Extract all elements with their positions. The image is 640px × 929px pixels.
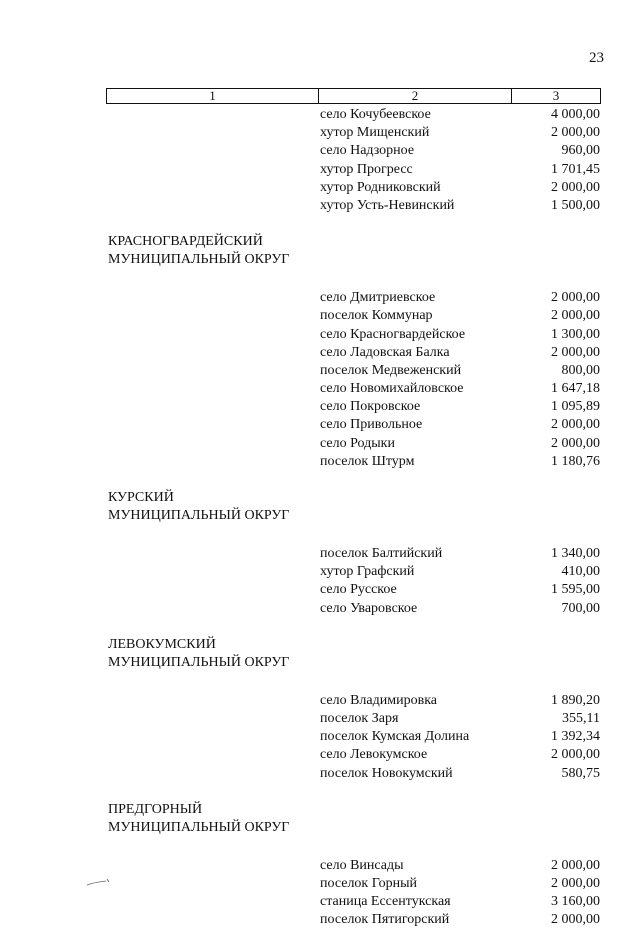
amount-value: 1 701,45 xyxy=(551,161,600,177)
amount-value: 580,75 xyxy=(561,765,600,781)
spacer xyxy=(0,215,640,233)
district-heading-line: МУНИЦИПАЛЬНЫЙ ОКРУГ xyxy=(108,654,290,670)
table-row xyxy=(0,124,640,142)
column-header-1: 1 xyxy=(107,89,319,103)
settlement-name: село Левокумское xyxy=(320,747,428,763)
table-row xyxy=(0,380,640,398)
table-row xyxy=(0,197,640,215)
table-row xyxy=(0,398,640,416)
table-row xyxy=(0,893,640,911)
table-row xyxy=(0,416,640,434)
settlement-name: село Уваровское xyxy=(320,600,418,616)
amount-value: 2 000,00 xyxy=(551,435,600,451)
amount-value: 4 000,00 xyxy=(551,107,600,122)
amount-value: 3 160,00 xyxy=(551,894,600,910)
amount-value: 700,00 xyxy=(561,600,600,616)
spacer xyxy=(0,672,640,692)
settlement-name: поселок Коммунар xyxy=(320,308,433,324)
table-header xyxy=(106,88,601,104)
settlement-name: поселок Штурм xyxy=(320,453,415,469)
district-heading xyxy=(0,636,640,672)
amount-value: 2 000,00 xyxy=(551,125,600,141)
amount-value: 1 095,89 xyxy=(551,399,600,415)
spacer xyxy=(0,269,640,289)
district-heading xyxy=(0,801,640,837)
settlement-name: село Родыки xyxy=(320,435,395,451)
amount-value: 1 595,00 xyxy=(551,582,600,598)
district-heading xyxy=(0,489,640,525)
amount-value: 1 392,34 xyxy=(551,729,600,745)
district-heading-line: ПРЕДГОРНЫЙ xyxy=(108,801,203,817)
amount-value: 2 000,00 xyxy=(551,875,600,891)
settlement-name: село Владимировка xyxy=(320,692,438,708)
spacer xyxy=(0,618,640,636)
settlement-name: поселок Медвеженский xyxy=(320,362,462,378)
table-row xyxy=(0,545,640,563)
table-row xyxy=(0,581,640,599)
district-heading-line: МУНИЦИПАЛЬНЫЙ ОКРУГ xyxy=(108,508,290,523)
amount-value: 2 000,00 xyxy=(551,308,600,324)
settlement-name: поселок Горный xyxy=(320,875,417,891)
settlement-name: село Ладовская Балка xyxy=(320,344,450,360)
spacer xyxy=(0,837,640,857)
district-heading-line: КРАСНОГВАРДЕЙСКИЙ xyxy=(108,234,263,250)
table-row xyxy=(0,435,640,453)
amount-value: 1 340,00 xyxy=(551,546,600,561)
amount-value: 960,00 xyxy=(561,143,600,159)
district-heading-line: МУНИЦИПАЛЬНЫЙ ОКРУГ xyxy=(108,252,290,268)
amount-value: 2 000,00 xyxy=(551,417,600,433)
table-row xyxy=(0,161,640,179)
settlement-name: поселок Пятигорский xyxy=(320,912,450,928)
page-number: 23 xyxy=(589,50,604,66)
district-heading-line: КУРСКИЙ xyxy=(108,490,174,505)
amount-value: 410,00 xyxy=(561,564,600,580)
table-row xyxy=(0,142,640,160)
settlement-name: хутор Усть-Невинский xyxy=(320,197,455,213)
document-body xyxy=(0,106,640,929)
table-row xyxy=(0,453,640,471)
district-heading-line: ЛЕВОКУМСКИЙ xyxy=(108,636,216,652)
amount-value: 2 000,00 xyxy=(551,290,600,306)
table-row xyxy=(0,362,640,380)
settlement-name: село Покровское xyxy=(320,399,421,415)
table-row xyxy=(0,600,640,618)
settlement-name: село Красногвардейское xyxy=(320,326,466,342)
settlement-name: поселок Кумская Долина xyxy=(320,729,470,745)
district-heading-line: МУНИЦИПАЛЬНЫЙ ОКРУГ xyxy=(108,819,290,835)
table-row xyxy=(0,106,640,124)
amount-value: 2 000,00 xyxy=(551,179,600,195)
amount-value: 2 000,00 xyxy=(551,912,600,928)
table-row xyxy=(0,692,640,710)
settlement-name: село Дмитриевское xyxy=(320,290,436,306)
settlement-name: село Винсады xyxy=(320,857,404,873)
amount-value: 2 000,00 xyxy=(551,857,600,873)
settlement-name: поселок Заря xyxy=(320,710,399,726)
table-row xyxy=(0,344,640,362)
table-row xyxy=(0,728,640,746)
district-heading xyxy=(0,233,640,269)
settlement-name: хутор Графский xyxy=(320,564,415,580)
settlement-name: хутор Мищенский xyxy=(320,125,430,141)
amount-value: 800,00 xyxy=(561,362,600,378)
amount-value: 1 500,00 xyxy=(551,197,600,213)
amount-value: 1 300,00 xyxy=(551,326,600,342)
table-row xyxy=(0,911,640,929)
settlement-name: село Русское xyxy=(320,582,397,598)
table-row xyxy=(0,857,640,875)
settlement-name: село Кочубеевское xyxy=(320,107,431,122)
amount-value: 1 180,76 xyxy=(551,453,600,469)
amount-value: 1 890,20 xyxy=(551,692,600,708)
column-header-2: 2 xyxy=(319,89,512,103)
table-row xyxy=(0,710,640,728)
table-row xyxy=(0,746,640,764)
spacer xyxy=(0,525,640,545)
settlement-name: село Надзорное xyxy=(320,143,415,159)
spacer xyxy=(0,783,640,801)
table-row xyxy=(0,307,640,325)
settlement-name: поселок Новокумский xyxy=(320,765,453,781)
settlement-name: хутор Прогресс xyxy=(320,161,413,177)
amount-value: 2 000,00 xyxy=(551,747,600,763)
table-row xyxy=(0,563,640,581)
table-row xyxy=(0,765,640,783)
table-row xyxy=(0,179,640,197)
amount-value: 2 000,00 xyxy=(551,344,600,360)
pen-mark-icon xyxy=(86,876,114,888)
settlement-name: поселок Балтийский xyxy=(320,546,443,561)
column-header-3: 3 xyxy=(552,88,560,103)
spacer xyxy=(0,471,640,489)
settlement-name: хутор Родниковский xyxy=(320,179,441,195)
amount-value: 1 647,18 xyxy=(551,381,600,397)
settlement-name: село Новомихайловское xyxy=(320,381,464,397)
settlement-name: станица Ессентукская xyxy=(320,894,451,910)
amount-value: 355,11 xyxy=(562,710,600,726)
table-row xyxy=(0,289,640,307)
table-row xyxy=(0,326,640,344)
settlement-name: село Привольное xyxy=(320,417,423,433)
